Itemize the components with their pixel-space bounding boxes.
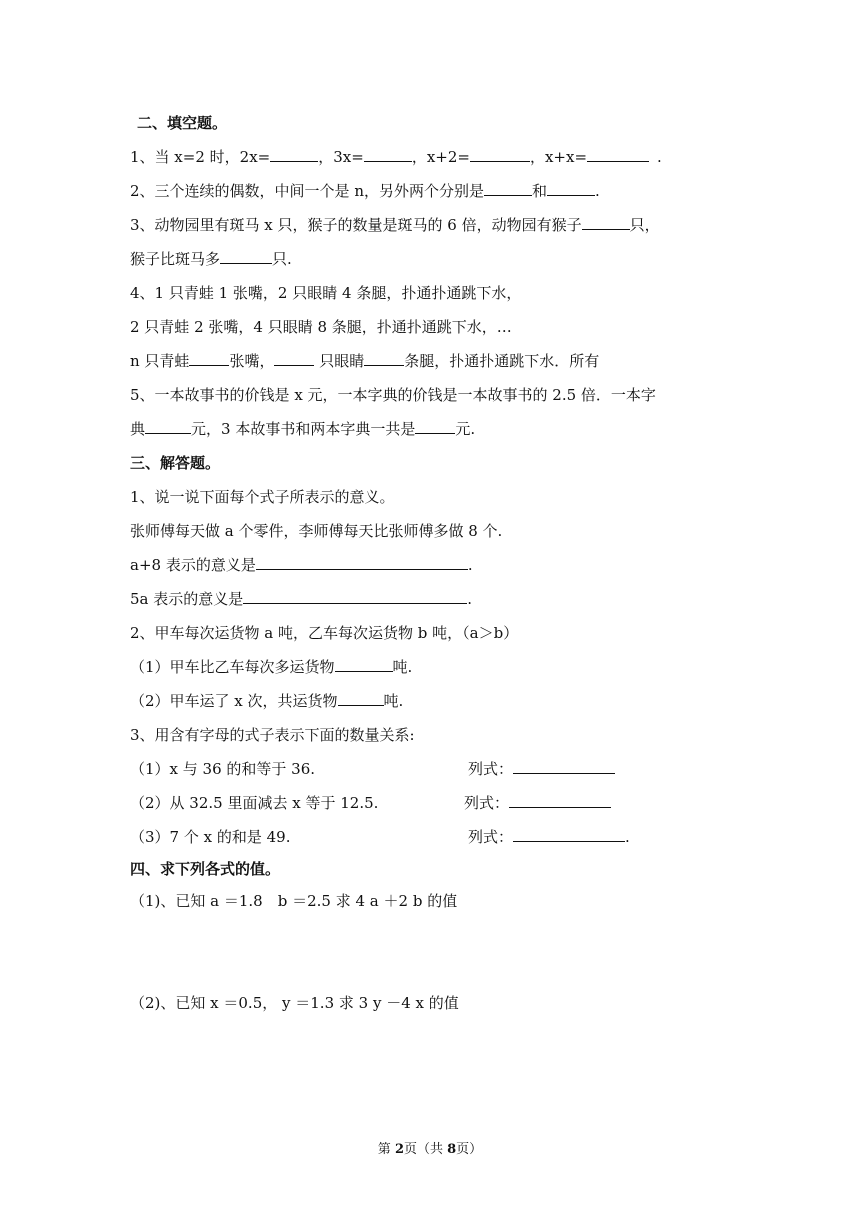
q4-text-c: 只眼睛 <box>314 352 365 370</box>
q2-part1-text: （1）甲车比乙车每次多运货物 <box>130 658 335 676</box>
formula-row-2 <box>464 793 611 813</box>
evaluate-part2: （2)、已知 x ＝0.5， y ＝1.3 求 3 y －4 x 的值 <box>130 994 459 1012</box>
footer-mid: 页（共 <box>403 1142 448 1157</box>
blank-total-price[interactable] <box>415 419 455 434</box>
answer-question-2: 2、甲车每次运货物 a 吨，乙车每次运货物 b 吨，（a＞b） <box>130 624 519 642</box>
blank-meaning-5a[interactable] <box>243 589 467 604</box>
blank-monkeys[interactable] <box>582 215 630 230</box>
fill-question-3 <box>130 215 660 235</box>
formula-row-3 <box>468 827 630 847</box>
blank-formula-3[interactable] <box>513 827 625 842</box>
blank-meaning-a-plus-8[interactable] <box>256 555 468 570</box>
blank-dictionary-price[interactable] <box>145 419 191 434</box>
q5-text-b: 元，3 本故事书和两本字典一共是 <box>191 420 416 438</box>
section-heading-solve: 三、解答题。 <box>130 454 221 472</box>
blank-even-1[interactable] <box>484 181 532 196</box>
q2-text-a: 2、三个连续的偶数，中间一个是 n，另外两个分别是 <box>130 182 484 200</box>
section-heading-evaluate: 四、求下列各式的值。 <box>130 860 281 878</box>
answer-question-1-expr2 <box>130 589 472 609</box>
blank-legs[interactable] <box>364 351 404 366</box>
footer-pre: 第 <box>377 1142 395 1157</box>
answer-question-3: 3、用含有字母的式子表示下面的数量关系: <box>130 726 415 744</box>
section-heading-fill-in: 二、填空题。 <box>137 114 228 132</box>
q3-text-b: 只， <box>629 216 660 234</box>
q2-text-c: . <box>595 182 600 200</box>
fill-question-5-line1: 5、一本故事书的价钱是 x 元，一本字典的价钱是一本故事书的 2.5 倍．一本字 <box>130 386 656 404</box>
answer-question-1: 1、说一说下面每个式子所表示的意义。 <box>130 488 395 506</box>
q5-text-a: 典 <box>130 420 146 438</box>
total-pages: 8 <box>447 1142 457 1157</box>
answer-question-3-part3: （3）7 个 x 的和是 49. <box>130 828 291 846</box>
q2-part2-unit: 吨. <box>383 692 404 710</box>
fill-question-4-line1: 4、1 只青蛙 1 张嘴，2 只眼睛 4 条腿，扑通扑通跳下水， <box>130 284 522 302</box>
fill-question-4-line2: 2 只青蛙 2 张嘴，4 只眼睛 8 条腿，扑通扑通跳下水，… <box>130 318 512 336</box>
q1-text-b: ，3x= <box>318 148 364 166</box>
q1-text-a: 1、当 x=2 时，2x= <box>130 148 271 166</box>
q2-part2-text: （2）甲车运了 x 次，共运货物 <box>130 692 338 710</box>
fill-question-2 <box>130 181 600 201</box>
answer-question-3-part1: （1）x 与 36 的和等于 36. <box>130 760 316 778</box>
q2-text-b: 和 <box>531 182 547 200</box>
expr2-label: 5a 表示的意义是 <box>130 590 244 608</box>
blank-3x[interactable] <box>364 147 412 162</box>
q3-text-c: 猴子比斑马多 <box>130 250 221 268</box>
blank-even-2[interactable] <box>547 181 595 196</box>
expr1-label: a+8 表示的意义是 <box>130 556 256 574</box>
formula-label: 列式： <box>468 828 514 846</box>
q4-text-d: 条腿，扑通扑通跳下水．所有 <box>404 352 600 370</box>
page-footer <box>0 1138 860 1157</box>
blank-monkeys-more[interactable] <box>220 249 272 264</box>
answer-question-1-context: 张师傅每天做 a 个零件，李师傅每天比张师傅多做 8 个. <box>130 522 503 540</box>
q1-text-e: . <box>657 148 662 166</box>
answer-question-2-part2 <box>130 691 403 711</box>
answer-question-3-part2: （2）从 32.5 里面减去 x 等于 12.5. <box>130 794 379 812</box>
q2-part1-unit: 吨. <box>392 658 413 676</box>
q4-text-a: n 只青蛙 <box>130 352 190 370</box>
fill-question-5-line2 <box>130 419 475 439</box>
blank-eyes[interactable] <box>274 351 314 366</box>
page-number: 2 <box>394 1142 404 1157</box>
evaluate-part1: （1)、已知 a ＝1.8 b ＝2.5 求 4 a ＋2 b 的值 <box>130 892 458 910</box>
q4-text-b: 张嘴， <box>229 352 275 370</box>
period: . <box>467 590 473 608</box>
q3-text-d: 只. <box>272 250 292 268</box>
q1-text-c: ，x+2= <box>411 148 470 166</box>
blank-formula-2[interactable] <box>509 793 611 808</box>
formula-label: 列式： <box>464 794 510 812</box>
formula-label: 列式： <box>468 760 514 778</box>
blank-total-cargo[interactable] <box>338 691 384 706</box>
footer-post: 页） <box>456 1142 483 1157</box>
q3-text-a: 3、动物园里有斑马 x 只，猴子的数量是斑马的 6 倍，动物园有猴子 <box>130 216 582 234</box>
blank-more-cargo[interactable] <box>335 657 393 672</box>
blank-formula-1[interactable] <box>513 759 615 774</box>
answer-question-2-part1 <box>130 657 412 677</box>
blank-x-plus-x[interactable] <box>587 147 649 162</box>
fill-question-4-line3 <box>130 351 599 371</box>
formula-row-1 <box>468 759 615 779</box>
blank-2x[interactable] <box>270 147 318 162</box>
answer-question-1-expr1 <box>130 555 473 575</box>
period: . <box>625 828 630 846</box>
q5-text-c: 元. <box>455 420 476 438</box>
period: . <box>467 556 473 574</box>
fill-question-3-cont <box>130 249 292 269</box>
blank-mouths[interactable] <box>189 351 229 366</box>
q1-text-d: ，x+x= <box>529 148 588 166</box>
fill-question-1 <box>130 147 662 167</box>
blank-x-plus-2[interactable] <box>470 147 530 162</box>
